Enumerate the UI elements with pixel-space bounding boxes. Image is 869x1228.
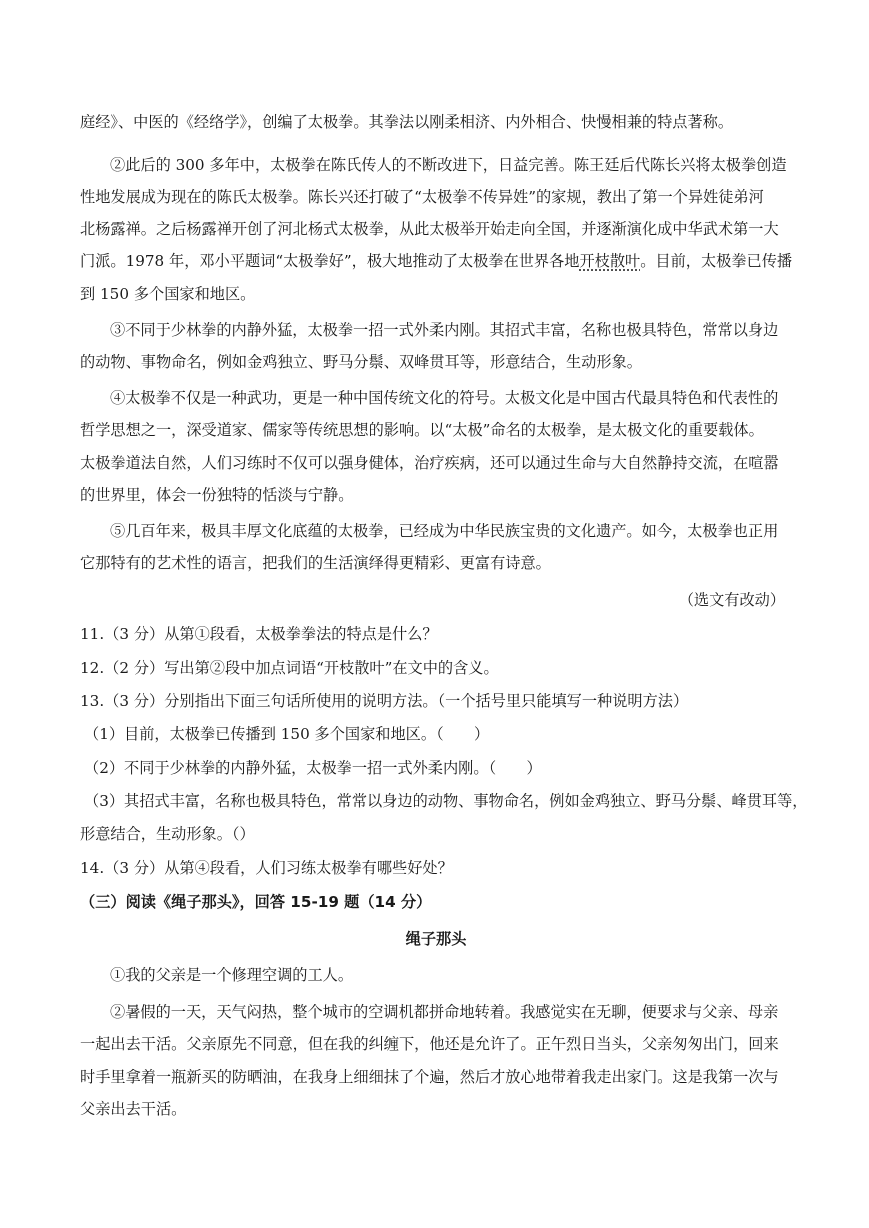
question-13: 13.（3 分）分别指出下面三句话所使用的说明方法。（一个括号里只能填写一种说明方法）: [80, 692, 689, 710]
paragraph-2-line-3: 北杨露禅。之后杨露禅开创了河北杨式太极拳，从此太极举开始走向全国，并逐渐演化成中华武术第一大: [80, 220, 779, 238]
question-13-item-2: （2）不同于少林拳的内静外猛，太极拳一招一式外柔内刚。（ ）: [84, 759, 542, 777]
paragraph-2-line-4: [80, 251, 792, 271]
paragraph-3-line-1: ③不同于少林拳的内静外猛，太极拳一招一式外柔内刚。其招式丰富，名称也极具特色，常常以身边: [110, 321, 779, 339]
question-13-item-3-line-1: （3）其招式丰富，名称也极具特色，常常以身边的动物、事物命名，例如金鸡独立、野马分鬃、峰贯耳等，: [84, 792, 808, 810]
story-paragraph-2-line-3: 时手里拿着一瓶新买的防晒油，在我身上细细抹了个遍，然后才放心地带着我走出家门。这是我第一次与: [80, 1068, 779, 1086]
question-13-item-1: （1）目前，太极拳已传播到 150 多个国家和地区。（ ）: [84, 725, 490, 743]
paragraph-4-line-1: ④太极拳不仅是一种武功，更是一种中国传统文化的符号。太极文化是中国古代最具特色和代表性的: [110, 389, 779, 407]
question-13-item-3-line-2: 形意结合，生动形象。（）: [80, 825, 255, 843]
paragraph-2-line-1: ②此后的 300 多年中，太极拳在陈氏传人的不断改进下，日益完善。陈王廷后代陈长兴将太极拳创造: [110, 156, 787, 174]
story-paragraph-2-line-1: ②暑假的一天，天气闷热，整个城市的空调机都拼命地转着。我感觉实在无聊，便要求与父亲、母亲: [110, 1003, 779, 1021]
paragraph-2-line-5: 到 150 多个国家和地区。: [80, 285, 256, 303]
passage-title: 绳子那头: [405, 930, 467, 948]
section-3-heading: （三）阅读《绳子那头》，回答 15-19 题（14 分）: [80, 893, 432, 911]
paragraph-3-line-2: 的动物、事物命名，例如金鸡独立、野马分鬃、双峰贯耳等，形意结合，生动形象。: [80, 353, 642, 371]
paragraph-4-line-2: 哲学思想之一，深受道家、儒家等传统思想的影响。以“太极”命名的太极拳，是太极文化的重要载体。: [80, 421, 764, 439]
question-11: 11.（3 分）从第①段看，太极拳拳法的特点是什么？: [80, 625, 438, 643]
source-note: （选文有改动）: [678, 591, 785, 609]
paragraph-4-line-4: 的世界里，体会一份独特的恬淡与宁静。: [80, 486, 354, 504]
paragraph-1-continued: 庭经》、中医的《经络学》，创编了太极拳。其拳法以刚柔相济、内外相合、快慢相兼的特点著称。: [80, 113, 734, 131]
story-paragraph-2-line-4: 父亲出去干活。: [80, 1100, 187, 1118]
paragraph-5-line-2: 它那特有的艺术性的语言，把我们的生活演绎得更精彩、更富有诗意。: [80, 554, 551, 572]
question-12: 12.（2 分）写出第②段中加点词语“开枝散叶”在文中的含义。: [80, 659, 499, 677]
story-paragraph-1: ①我的父亲是一个修理空调的工人。: [110, 966, 353, 984]
paragraph-5-line-1: ⑤几百年来，极具丰厚文化底蕴的太极拳，已经成为中华民族宝贵的文化遗产。如今，太极拳也正用: [110, 522, 779, 540]
paragraph-2-line-4-post: 。目前，太极拳已传播: [640, 252, 793, 270]
paragraph-2-line-4-pre: 门派。1978 年，邓小平题词“太极拳好”，极大地推动了太极拳在世界各地: [80, 252, 580, 270]
question-14: 14.（3 分）从第④段看，人们习练太极拳有哪些好处？: [80, 859, 453, 877]
paragraph-4-line-3: 太极拳道法自然，人们习练时不仅可以强身健体，治疗疾病，还可以通过生命与大自然静持交流，在喧嚣: [80, 454, 779, 472]
paragraph-2-line-2: 性地发展成为现在的陈氏太极拳。陈长兴还打破了“太极拳不传异姓”的家规，教出了第一个异姓徒弟河: [80, 188, 764, 206]
story-paragraph-2-line-2: 一起出去干活。父亲原先不同意，但在我的纠缠下，他还是允许了。正午烈日当头，父亲匆匆出门，回来: [80, 1035, 779, 1053]
emphasized-phrase: 开枝散叶: [579, 252, 641, 270]
